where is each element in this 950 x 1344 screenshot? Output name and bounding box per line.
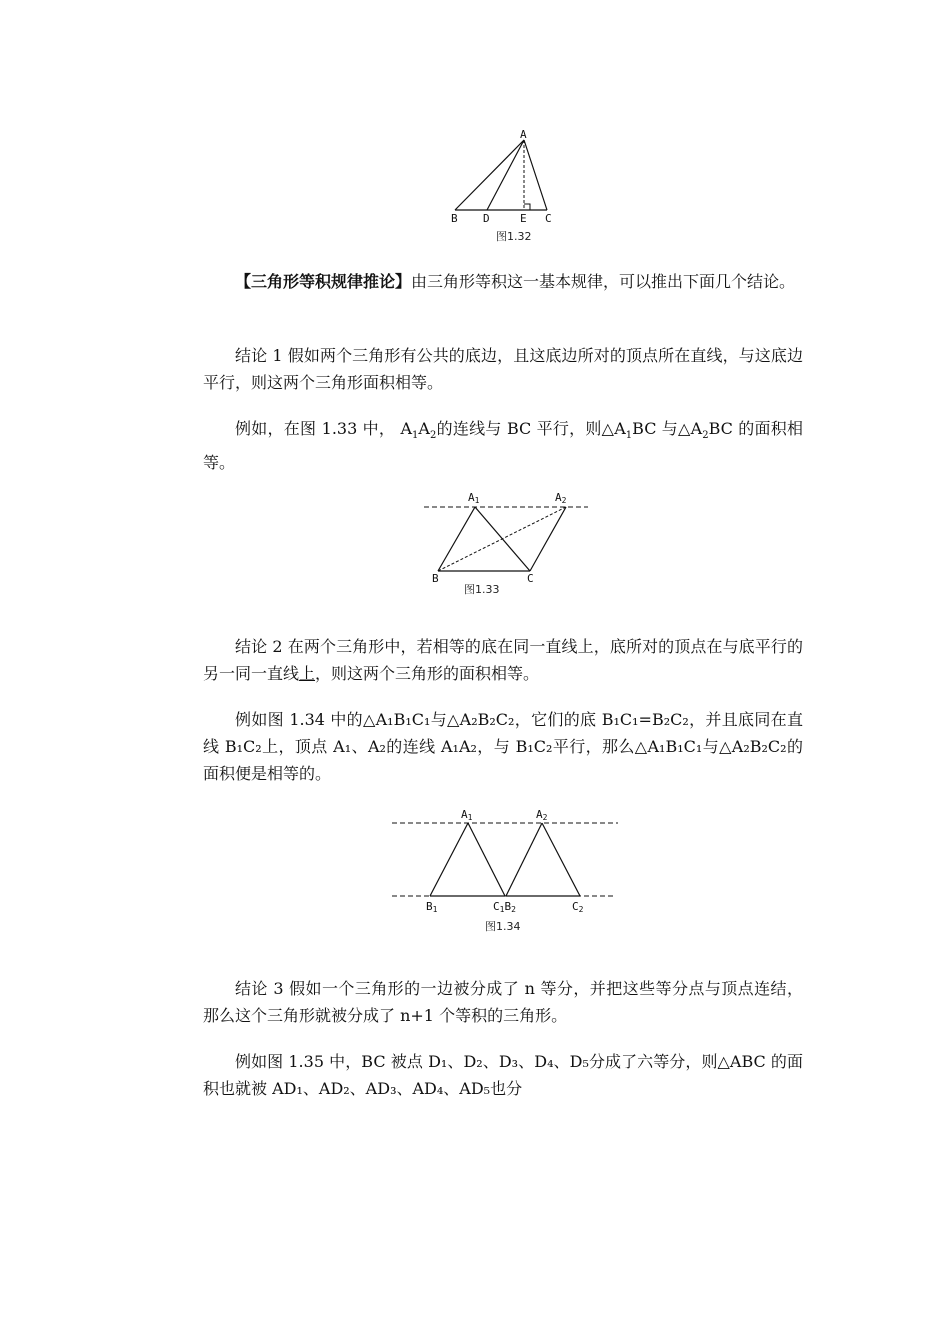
point-label-a1: A1 [468, 491, 480, 505]
paragraph-corollary-intro [203, 268, 803, 295]
subscript: 2 [702, 430, 709, 442]
figure-1-34 [390, 804, 620, 934]
figure-1-33-diagram [420, 488, 600, 603]
section-heading: 【三角形等积规律推论】 [235, 272, 412, 291]
text-run: ，则这两个三角形的面积相等。 [315, 664, 540, 683]
subscript: 1 [412, 430, 419, 442]
figure-1-32-diagram [440, 128, 580, 248]
figure-caption: 图1.34 [485, 920, 521, 933]
paragraph-conclusion-3: 结论 3 假如一个三角形的一边被分成了 n 等分，并把这些等分点与顶点连结，那么这个三角形就被分成了 n+1 个等积的三角形。 [203, 979, 803, 1025]
point-label-a2: A2 [536, 808, 548, 822]
point-label-a2: A2 [555, 491, 567, 505]
point-label-a1: A1 [461, 808, 473, 822]
paragraph-conclusion-1: 结论 1 假如两个三角形有公共的底边，且这底边所对的顶点所在直线，与这底边平行，则这两个三角形面积相等。 [203, 346, 803, 392]
point-label-c: C [527, 572, 534, 585]
point-label-b: B [451, 212, 458, 225]
point-label-e: E [520, 212, 527, 225]
paragraph-example-1 [203, 415, 803, 476]
figure-1-33 [420, 488, 600, 603]
text-run: 结论 2 在两个三角形中，若相等的底在同一直线上，底所对的顶点在与底平行的另一同一直线 [203, 637, 803, 683]
figure-caption: 图1.33 [464, 583, 500, 596]
text-run: 例如，在图 1.33 中， A [235, 419, 413, 438]
subscript: 1 [625, 430, 633, 442]
point-label-c1-b2: C1B2 [493, 900, 516, 914]
text-run: A [418, 419, 430, 438]
figure-1-34-diagram [390, 804, 620, 934]
point-label-b: B [432, 572, 439, 585]
point-label-a: A [520, 128, 527, 141]
underlined-text: 上 [299, 664, 316, 683]
text-run: 的连线与 BC 平行，则△A [436, 419, 626, 438]
figure-caption: 图1.32 [496, 230, 532, 243]
point-label-c2: C2 [572, 900, 584, 914]
point-label-c: C [545, 212, 552, 225]
paragraph-conclusion-2 [203, 633, 803, 687]
text-run: BC 的面积相等。 [203, 419, 803, 473]
figure-1-32 [440, 128, 580, 248]
text-run: BC 与△A [632, 419, 703, 438]
paragraph-example-2: 例如图 1.34 中的△A₁B₁C₁与△A₂B₂C₂，它们的底 B₁C₁=B₂C₂，并且底同在直线 B₁C₂上，顶点 A₁、A₂的连线 A₁A₂，与 B₁C₂平行，那么△A₁B₁C₁与△A₂B₂C₂的面积便是相等的。 [203, 710, 803, 783]
subscript: 2 [429, 430, 437, 442]
paragraph-text: 由三角形等积这一基本规律，可以推出下面几个结论。 [411, 272, 796, 291]
point-label-b1: B1 [426, 900, 438, 914]
point-label-d: D [483, 212, 490, 225]
paragraph-example-3: 例如图 1.35 中，BC 被点 D₁、D₂、D₃、D₄、D₅分成了六等分，则△ABC 的面积也就被 AD₁、AD₂、AD₃、AD₄、AD₅也分 [203, 1052, 803, 1098]
